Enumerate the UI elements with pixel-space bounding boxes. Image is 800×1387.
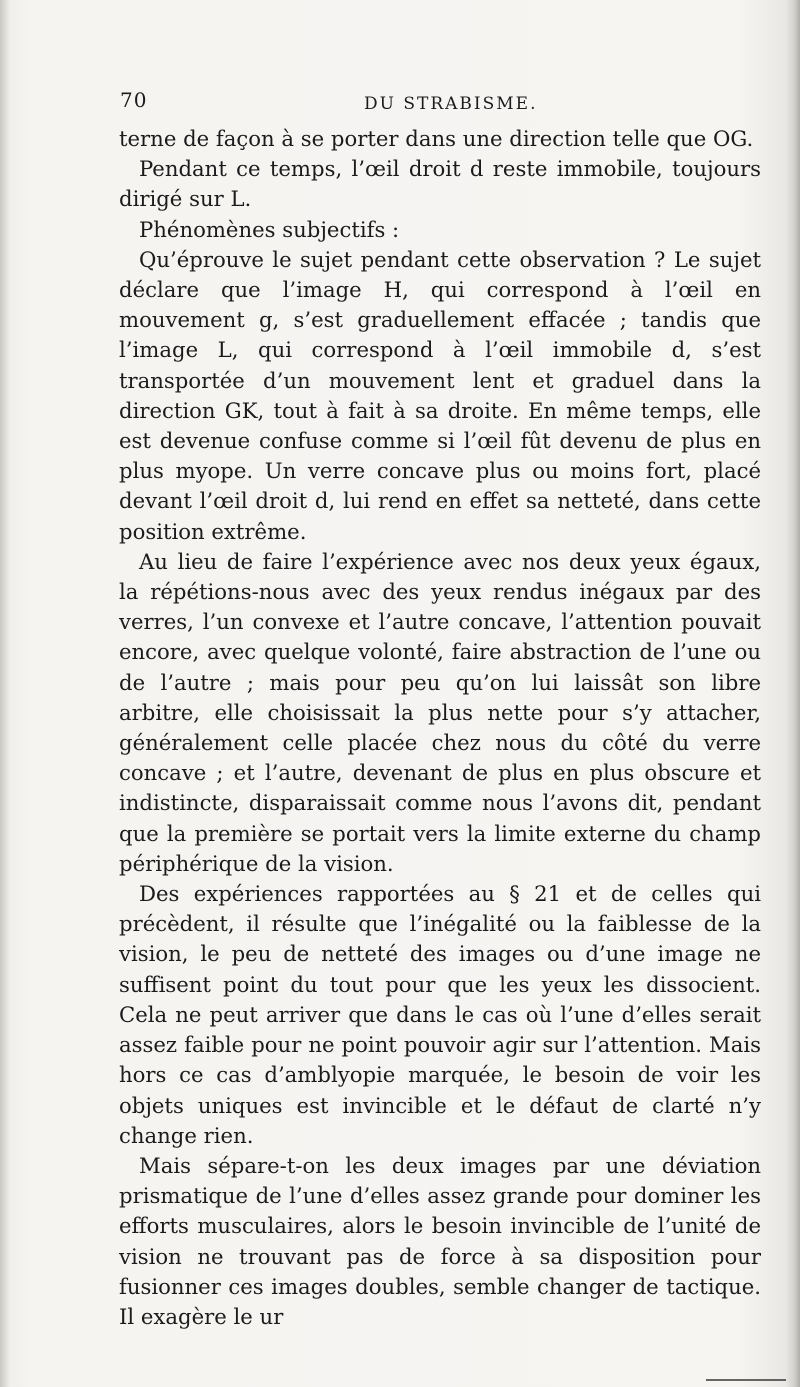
running-head xyxy=(120,88,750,118)
page-left-shadow xyxy=(0,0,10,1387)
body-text xyxy=(119,124,761,1332)
paragraph: Des expériences rapportées au § 21 et de celles qui précèdent, il résulte que l’inégalité ou la faiblesse de la vision, le peu de netteté des images ou d’une image ne suffisent point du tout pour que les yeux les dissocient. Cela ne peut arriver que dans le cas où l’une d’elles serait assez faible pour ne point pouvoir agir sur l’attention. Mais hors ce cas d’amblyopie marquée, le besoin de voir les objets uniques est invincible et le défaut de clarté n’y change rien. xyxy=(119,881,761,1148)
paragraph: Mais sépare-t-on les deux images par une déviation prismatique de l’une d’elles assez grande pour dominer les efforts musculaires, alors le besoin invincible de l’unité de vision ne trouvant pas de force à sa disposition pour fusionner ces images doubles, semble changer de tactique. Il exagère le ur xyxy=(119,1152,761,1329)
paragraph-continuation: terne de façon à se porter dans une direction telle que OG. xyxy=(119,126,754,151)
page-bottom-mark xyxy=(706,1379,786,1381)
paragraph: Au lieu de faire l’expérience avec nos deux yeux égaux, la répétions-nous avec des yeux rendus inégaux par des verres, l’un convexe et l’autre concave, l’attention pouvait encore, avec quelque volonté, faire abstraction de l’une ou de l’autre ; mais pour peu qu’on lui laissât son libre arbitre, elle choisissait la plus nette pour s’y attacher, généralement celle placée chez nous du côté du verre concave ; et l’autre, devenant de plus en plus obscure et indistincte, disparaissait comme nous l’avons dit, pendant que la première se portait vers la limite externe du champ périphérique de la vision. xyxy=(119,548,761,876)
paragraph: Qu’éprouve le sujet pendant cette observation ? Le sujet déclare que l’image H, qui correspond à l’œil en mouvement g, s’est graduellement effacée ; tandis que l’image L, qui correspond à l’œil immobile d, s’est transportée d’un mouvement lent et graduel dans la direction GK, tout à fait à sa droite. En même temps, elle est devenue confuse comme si l’œil fût devenu de plus en plus myope. Un verre concave plus ou moins fort, placé devant l’œil droit d, lui rend en effet sa netteté, dans cette position extrême. xyxy=(119,246,761,544)
page-right-shadow xyxy=(786,0,800,1387)
section-heading: Phénomènes subjectifs : xyxy=(139,216,400,242)
paragraph: Pendant ce temps, l’œil droit d reste immobile, toujours dirigé sur L. xyxy=(119,156,761,212)
running-head-title: DU STRABISME. xyxy=(364,94,538,114)
page-number: 70 xyxy=(120,88,148,112)
